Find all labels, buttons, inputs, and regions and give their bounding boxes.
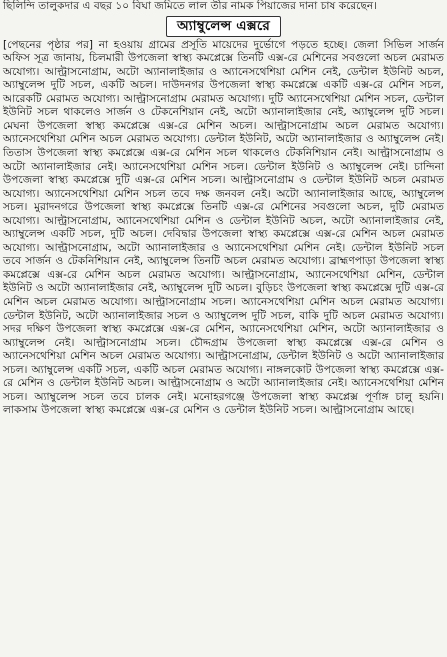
continuation-marker: [পেছনের পৃষ্ঠার পর]	[3, 38, 93, 51]
previous-article-tail: ছিলিন্দি তালুকদার এ বছর ১০ বিঘা জমিতে লাল তীর নামক পিঁয়াজের দানা চাষ করেছেন।	[3, 0, 377, 12]
article-body-text: না হওয়ায় গ্রামের প্রসূতি মায়েদের দুর্ভোগে পড়তে হচ্ছে। জেলা সিভিল সার্জন অফিস সূত্র জানায়, চিলমারী উপজেলা স্বাস্থ্য কমপ্লেক্সে তিনটি এক্স-রে মেশিনের সবগুলো অচল মেরামত অযোগ্য। আল্ট্রাসনোগ্রাম, অটো অ্যানালাইজার ও অ্যানেসথেশিয়া মেশিন নেই, ডেন্টাল ইউনিট অচল, অ্যাম্বুলেন্স দুটি সচল, একটি অচল। দাউদনগর উপজেলা স্বাস্থ্য কমপ্লেক্সে একটি এক্স-রে মেশিন সচল, আরেকটি মেরামত অযোগ্য। আল্ট্রাসনোগ্রাম মেরামত অযোগ্য। দুটি অ্যানেসথেশিয়া মেশিন সচল, ডেন্টাল ইউনিট সচল থাকলেও সার্জন ও টেকনেশিয়ান নেই, অটো অ্যানালাইজার নেই, অ্যাম্বুলেন্স দুটি সচল। মেঘনা উপজেলা স্বাস্থ্য কমপ্লেক্সে এক্স-রে মেশিন অচল। আল্ট্রাসনোগ্রাম অচল মেরামত অযোগ্য। অ্যানেসথেশিয়া মেশিন অচল মেরামত অযোগ্য। ডেন্টাল ইউনিট, অটো অ্যানালাইজার ও অ্যাম্বুলেন্স নেই। তিতাস উপজেলা স্বাস্থ্য কমপ্লেক্সে এক্স-রে মেশিন সচল থাকলেও টেকনিশিয়ান নেই। আল্ট্রাসনোগ্রাম ও অটো অ্যানালাইজার নেই। অ্যানেসথেশিয়া মেশিন সচল। ডেন্টাল ইউনিট ও অ্যাম্বুলেন্স নেই। চান্দিনা উপজেলা স্বাস্থ্য কমপ্লেক্সে দুটি এক্স-রে মেশিন সচল। আল্ট্রাসনোগ্রাম ও ডেন্টাল ইউনিট অচল মেরামত অযোগ্য। অ্যানেসথেশিয়া মেশিন সচল তবে দক্ষ জনবল নেই। অটো অ্যানালাইজার আছে, অ্যাম্বুলেন্স সচল। মুরাদনগরে উপজেলা স্বাস্থ্য কমপ্লেক্সে তিনটি এক্স-রে মেশিনের সবগুলো অচল, দুটি মেরামত অযোগ্য। আল্ট্রাসনোগ্রাম, অ্যানেসথেশিয়া মেশিন ও ডেন্টাল ইউনিট অচল, অটো অ্যানালাইজার নেই, অ্যাম্বুলেন্স একটি সচল, দুটি অচল। দেবিদ্বার উপজেলা স্বাস্থ্য কমপ্লেক্সে এক্স-রে মেশিন অচল মেরামত অযোগ্য। আল্ট্রাসনোগ্রাম, অটো অ্যানালাইজার ও অ্যানেসথেশিয়া মেশিন নেই। ডেন্টাল ইউনিট সচল তবে সার্জন ও টেকনিশিয়ান নেই, অ্যাম্বুলেন্স তিনটি অচল মেরামত অযোগ্য। ব্রাহ্মণপাড়া উপজেলা স্বাস্থ্য কমপ্লেক্সে এক্স-রে মেশিন অচল মেরামত অযোগ্য। আল্ট্রাসনোগ্রাম, অ্যানেসথেশিয়া মেশিন, ডেন্টাল ইউনিট ও অটো অ্যানালাইজার নেই, অ্যাম্বুলেন্স দুটি অচল। বুড়িচং উপজেলা স্বাস্থ্য কমপ্লেক্সে দুটি এক্স-রে মেশিন অচল মেরামত অযোগ্য। আল্ট্রাসনোগ্রাম সচল। অ্যানেসথেশিয়া মেশিন অচল মেরামত অযোগ্য। ডেন্টাল ইউনিট, অটো অ্যানালাইজার সচল ও অ্যাম্বুলেন্স দুটি সচল, বাকি দুটি অচল মেরামত অযোগ্য। সদর দক্ষিণ উপজেলা স্বাস্থ্য কমপ্লেক্সে এক্স-রে মেশিন, অ্যানেসথেশিয়া মেশিন, অটো অ্যানালাইজার ও অ্যাম্বুলেন্স নেই। আল্ট্রাসনোগ্রাম সচল। চৌদ্দগ্রাম উপজেলা স্বাস্থ্য কমপ্লেক্সে এক্স-রে মেশিন ও অ্যানেসথেশিয়া মেশিন অচল মেরামত অযোগ্য। আল্ট্রাসনোগ্রাম, ডেন্টাল ইউনিট ও অটো অ্যানালাইজার সচল। অ্যাম্বুলেন্স একটি সচল, একটি অচল মেরামত অযোগ্য। নাঙ্গলকোট উপজেলা স্বাস্থ্য কমপ্লেক্সে এক্স-রে মেশিন ও ডেন্টাল ইউনিট অচল। আল্ট্রাসনোগ্রাম ও অটো অ্যানালাইজার নেই। অ্যানেসথেশিয়া মেশিন সচল। অ্যাম্বুলেন্স সচল তবে চালক নেই। মনোহরগঞ্জে উপজেলা স্বাস্থ্য কমপ্লেক্স পূর্ণাঙ্গ চালু হয়নি। লাকসাম উপজেলা স্বাস্থ্য কমপ্লেক্সে এক্স-রে মেশিন ও ডেন্টাল ইউনিট সচল। আল্ট্রাসনোগ্রাম আছে।	[3, 38, 445, 417]
article-headline: অ্যাম্বুলেন্স এক্সরে	[166, 16, 281, 37]
headline-box	[3, 15, 444, 37]
article-body	[3, 39, 444, 418]
